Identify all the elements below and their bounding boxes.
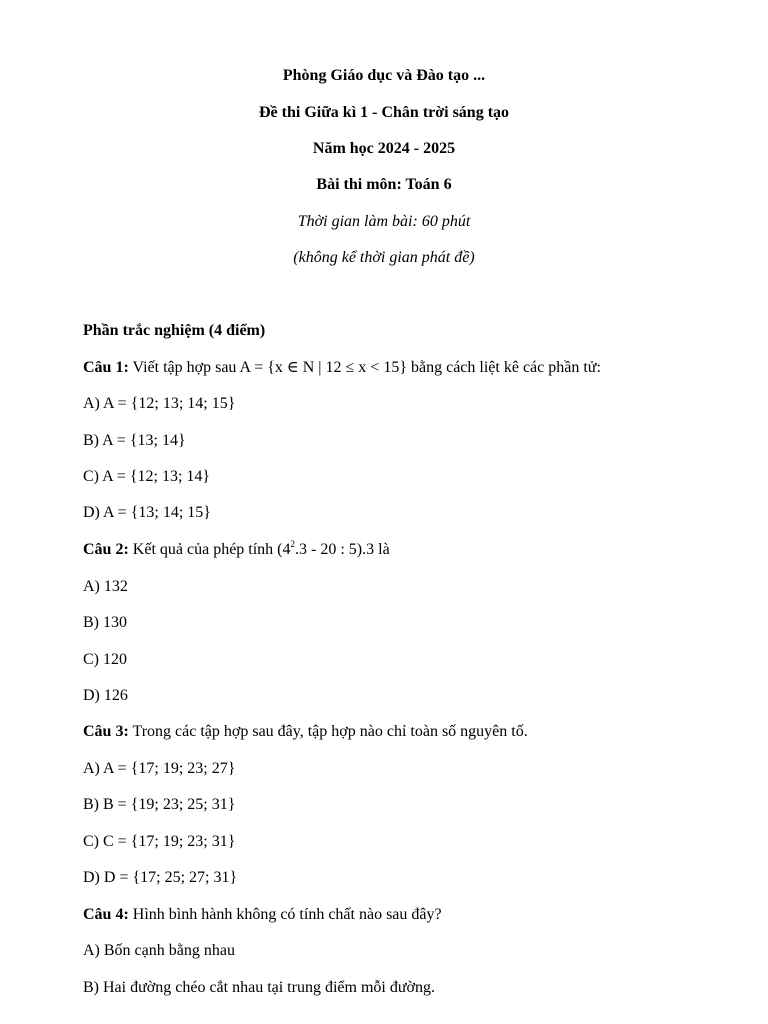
- q1-option-a: A) A = {12; 13; 14; 15}: [83, 395, 236, 412]
- question-label: Câu 4:: [83, 906, 129, 923]
- subject-heading: Bài thi môn: Toán 6: [316, 176, 452, 193]
- question-2: [83, 540, 390, 560]
- question-text-part: Kết quả của phép tính (4: [128, 541, 291, 558]
- exam-title: Đề thi Giữa kì 1 - Chân trời sáng tạo: [258, 104, 510, 121]
- q1-option-d: D) A = {13; 14; 15}: [83, 504, 211, 521]
- question-4: [83, 905, 442, 925]
- q3-option-b: B) B = {19; 23; 25; 31}: [83, 796, 236, 813]
- question-label: Câu 3:: [83, 723, 129, 740]
- q2-option-c: C) 120: [83, 651, 127, 668]
- q2-option-d: D) 126: [83, 687, 128, 704]
- duration-text: Thời gian làm bài: 60 phút: [297, 213, 471, 230]
- q4-option-b: B) Hai đường chéo cắt nhau tại trung điểm mỗi đường.: [83, 979, 435, 996]
- question-text: Viết tập hợp sau A = {x ∈ N | 12 ≤ x < 15} bằng cách liệt kê các phần tử:: [128, 359, 601, 376]
- school-year: Năm học 2024 - 2025: [312, 140, 456, 157]
- duration-note: (không kể thời gian phát đề): [293, 249, 475, 266]
- q1-option-b: B) A = {13; 14}: [83, 432, 186, 449]
- q1-option-c: C) A = {12; 13; 14}: [83, 468, 211, 485]
- q4-option-a: A) Bốn cạnh bằng nhau: [83, 942, 235, 959]
- question-text-part: .3 - 20 : 5).3 là: [295, 541, 390, 558]
- question-label: Câu 1:: [83, 359, 129, 376]
- exponent: 2: [290, 539, 296, 549]
- section-title: Phần trắc nghiệm (4 điểm): [83, 322, 266, 339]
- question-label: Câu 2:: [83, 541, 129, 558]
- q2-option-a: A) 132: [83, 578, 128, 595]
- question-text: Hình bình hành không có tính chất nào sau đây?: [128, 906, 442, 923]
- q3-option-c: C) C = {17; 19; 23; 31}: [83, 833, 236, 850]
- q3-option-a: A) A = {17; 19; 23; 27}: [83, 760, 236, 777]
- q3-option-d: D) D = {17; 25; 27; 31}: [83, 869, 238, 886]
- q2-option-b: B) 130: [83, 614, 127, 631]
- department-heading: Phòng Giáo dục và Đào tạo ...: [282, 67, 486, 84]
- question-3: [83, 722, 528, 742]
- question-text: Trong các tập hợp sau đây, tập hợp nào chỉ toàn số nguyên tố.: [128, 723, 528, 740]
- question-1: [83, 358, 601, 378]
